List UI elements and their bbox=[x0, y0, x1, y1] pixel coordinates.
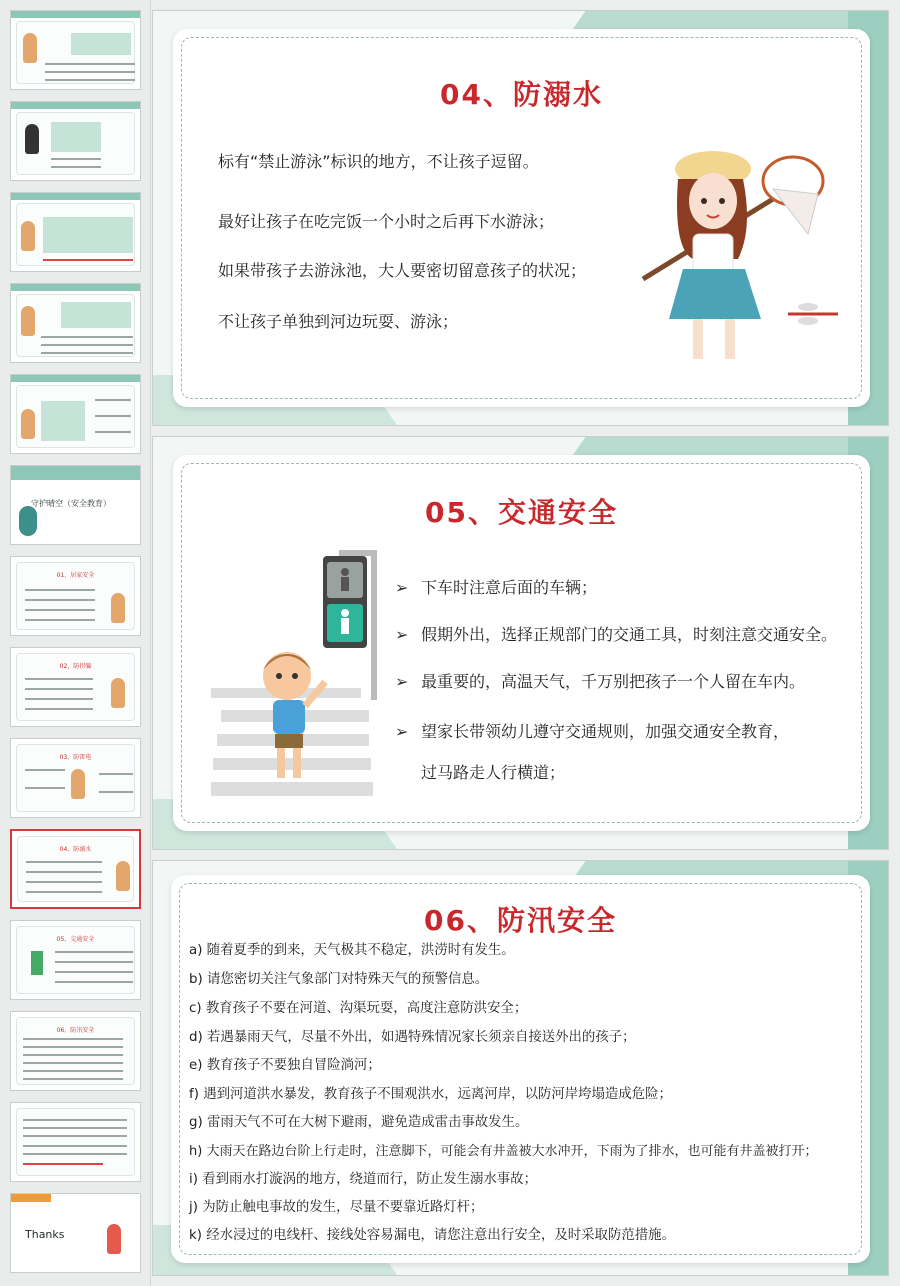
list-item: d) 若遇暴雨天气，尽量不外出，如遇特殊情况家长须亲自接送外出的孩子； bbox=[189, 1030, 636, 1045]
bullet-item-continuation: 过马路走人行横道； bbox=[421, 763, 566, 782]
thumbnail-title: 05、交通安全 bbox=[56, 936, 95, 943]
slide-flood-safety[interactable] bbox=[152, 860, 889, 1276]
slide-thumbnail-6[interactable] bbox=[10, 465, 141, 545]
slide-thumbnail-7[interactable] bbox=[10, 556, 141, 636]
slide-thumbnail-10-active[interactable] bbox=[10, 829, 141, 909]
thumbnail-title: 04、防溺水 bbox=[59, 846, 92, 853]
list-item: b) 请您密切关注气象部门对特殊天气的预警信息。 bbox=[189, 972, 489, 987]
slide-drowning-prevention[interactable] bbox=[152, 10, 889, 426]
text-line: 不让孩子单独到河边玩耍、游泳； bbox=[218, 312, 459, 331]
slide-thumbnail-8[interactable] bbox=[10, 647, 141, 727]
girl-figure-icon bbox=[21, 306, 35, 336]
girl-with-net-illustration bbox=[633, 139, 833, 369]
arrow-bullet-icon: ➢ bbox=[395, 672, 409, 691]
kids-figure-icon bbox=[107, 1224, 121, 1254]
slide-thumbnail-2[interactable] bbox=[10, 101, 141, 181]
thumbnail-thanks-text: Thanks bbox=[25, 1228, 65, 1241]
arrow-bullet-icon: ➢ bbox=[395, 578, 409, 597]
thumbnail-title: 02、防拐骗 bbox=[59, 663, 92, 670]
arrow-bullet-icon: ➢ bbox=[395, 625, 409, 644]
list-item: a) 随着夏季的到来，天气极其不稳定，洪涝时有发生。 bbox=[189, 943, 515, 958]
girl-figure-icon bbox=[71, 769, 85, 799]
dragonfly-icon bbox=[783, 299, 843, 329]
girl-figure-icon bbox=[116, 861, 130, 891]
list-item: f) 遇到河道洪水暴发，教育孩子不围观洪水，远离河岸，以防河岸垮塌造成危险； bbox=[189, 1087, 672, 1102]
traffic-light-boy-illustration bbox=[207, 550, 387, 800]
slide-title: 04、防溺水 bbox=[440, 78, 603, 111]
slide-thumbnail-9[interactable] bbox=[10, 738, 141, 818]
list-item: j) 为防止触电事故的发生，尽量不要靠近路灯杆； bbox=[189, 1200, 484, 1215]
thumbnail-title: 01、居家安全 bbox=[56, 572, 95, 579]
bullet-item: ➢ 假期外出，选择正规部门的交通工具，时刻注意交通安全。 bbox=[395, 625, 838, 644]
arrow-bullet-icon: ➢ bbox=[395, 722, 409, 741]
girl-figure-icon bbox=[111, 593, 125, 623]
bullet-item: ➢ 最重要的，高温天气，千万别把孩子一个人留在车内。 bbox=[395, 672, 806, 691]
slide-thumbnail-5[interactable] bbox=[10, 374, 141, 454]
bullet-item: ➢ 望家长带领幼儿遵守交通规则，加强交通安全教育， bbox=[395, 722, 790, 741]
globe-icon bbox=[19, 506, 37, 536]
slide-thumbnail-3[interactable] bbox=[10, 192, 141, 272]
girl-figure-icon bbox=[21, 221, 35, 251]
slide-thumbnail-12[interactable] bbox=[10, 1011, 141, 1091]
slide-thumbnail-13[interactable] bbox=[10, 1102, 141, 1182]
speaker-figure-icon bbox=[25, 124, 39, 154]
text-line: 最好让孩子在吃完饭一个小时之后再下水游泳； bbox=[218, 212, 555, 231]
thumbnail-title: 06、防汛安全 bbox=[56, 1027, 95, 1034]
thumbnail-section-title: 守护晴空（安全教育） bbox=[31, 499, 111, 508]
girl-figure-icon bbox=[21, 409, 35, 439]
text-line: 如果带孩子去游泳池，大人要密切留意孩子的状况； bbox=[218, 261, 587, 280]
slide-thumbnail-11[interactable] bbox=[10, 920, 141, 1000]
slide-title: 06、防汛安全 bbox=[424, 904, 617, 937]
list-item: k) 经水浸过的电线杆、接线处容易漏电，请您注意出行安全，及时采取防范措施。 bbox=[189, 1228, 675, 1243]
text-line: 标有“禁止游泳”标识的地方，不让孩子逗留。 bbox=[218, 152, 539, 171]
girl-figure-icon bbox=[111, 678, 125, 708]
slide-content-card bbox=[173, 455, 870, 831]
list-item: g) 雷雨天气不可在大树下避雨，避免造成雷击事故发生。 bbox=[189, 1115, 529, 1130]
list-item: i) 看到雨水打漩涡的地方，绕道而行，防止发生溺水事故； bbox=[189, 1172, 537, 1187]
slide-thumbnail-panel bbox=[0, 0, 151, 1286]
thumbnail-title: 03、防雷电 bbox=[59, 754, 92, 761]
slide-traffic-safety[interactable] bbox=[152, 436, 889, 850]
bullet-item: ➢ 下车时注意后面的车辆； bbox=[395, 578, 598, 597]
slide-thumbnail-14[interactable] bbox=[10, 1193, 141, 1273]
list-item: e) 教育孩子不要独自冒险淌河； bbox=[189, 1058, 381, 1073]
traffic-light-icon bbox=[31, 951, 43, 975]
list-item: h) 大雨天在路边台阶上行走时，注意脚下，可能会有井盖被大水冲开，下雨为了排水，也可能有井盖被打开； bbox=[189, 1144, 818, 1159]
list-item: c) 教育孩子不要在河道、沟渠玩耍，高度注意防洪安全； bbox=[189, 1001, 528, 1016]
slide-thumbnail-1[interactable] bbox=[10, 10, 141, 90]
slide-content-card bbox=[173, 29, 870, 407]
slide-thumbnail-4[interactable] bbox=[10, 283, 141, 363]
girl-figure-icon bbox=[23, 33, 37, 63]
slide-title: 05、交通安全 bbox=[425, 496, 618, 529]
